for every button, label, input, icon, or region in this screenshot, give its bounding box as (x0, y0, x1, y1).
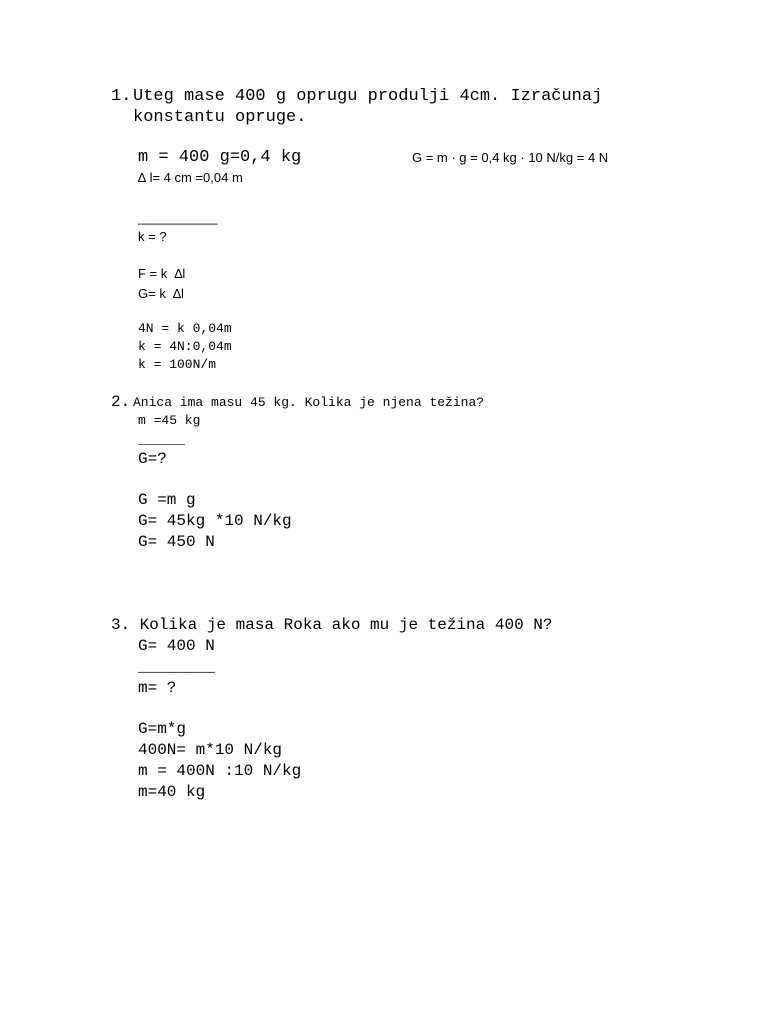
problem-3-question: Kolika je masa Roka ako mu je težina 400 N? (130, 616, 553, 634)
problem-1-given-mass: m = 400 g=0,4 kg (138, 148, 302, 167)
problem-1-step-1: 4N = k 0,04m (138, 321, 232, 336)
problem-2-given-mass: m =45 kg (138, 413, 201, 428)
problem-3-unknown: m= ? (138, 679, 177, 697)
problem-2-step-1: G =m g (138, 491, 196, 509)
problem-3-step-4: m=40 kg (138, 783, 206, 801)
problem-1-formula-1: F = k ∆l (138, 266, 186, 281)
problem-2-number: 2. (111, 393, 131, 411)
problem-1-step-3: k = 100N/m (138, 357, 217, 372)
problem-2-unknown: G=? (138, 450, 167, 468)
problem-3-step-1: G=m*g (138, 720, 187, 738)
problem-2-separator: ______ (138, 432, 185, 447)
problem-1-question-line-1: Uteg mase 400 g oprugu produlji 4cm. Izračunaj (133, 87, 603, 106)
problem-3-separator: ________ (138, 658, 215, 676)
problem-1-weight-calculation: G = m · g = 0,4 kg · 10 N/kg = 4 N (412, 150, 609, 165)
problem-3-step-3: m = 400N :10 N/kg (138, 762, 302, 780)
problem-1-number: 1. (111, 87, 132, 106)
problem-1-separator: ___________ (138, 210, 218, 225)
problem-3-step-2: 400N= m*10 N/kg (138, 741, 283, 759)
problem-1-given-extension: ∆ l= 4 cm =0,04 m (138, 170, 243, 185)
problem-1-question-line-2: konstantu opruge. (133, 108, 307, 127)
problem-1-formula-2: G= k ∆l (138, 286, 184, 301)
problem-2-step-3: G= 450 N (138, 533, 215, 551)
problem-2-question: Anica ima masu 45 kg. Kolika je njena težina? (133, 395, 485, 410)
problem-3-given-weight: G= 400 N (138, 637, 215, 655)
problem-1-unknown: k = ? (138, 229, 167, 244)
problem-2-step-2: G= 45kg *10 N/kg (138, 512, 292, 530)
problem-1-step-2: k = 4N:0,04m (138, 339, 232, 354)
problem-3-number: 3. (111, 616, 131, 634)
